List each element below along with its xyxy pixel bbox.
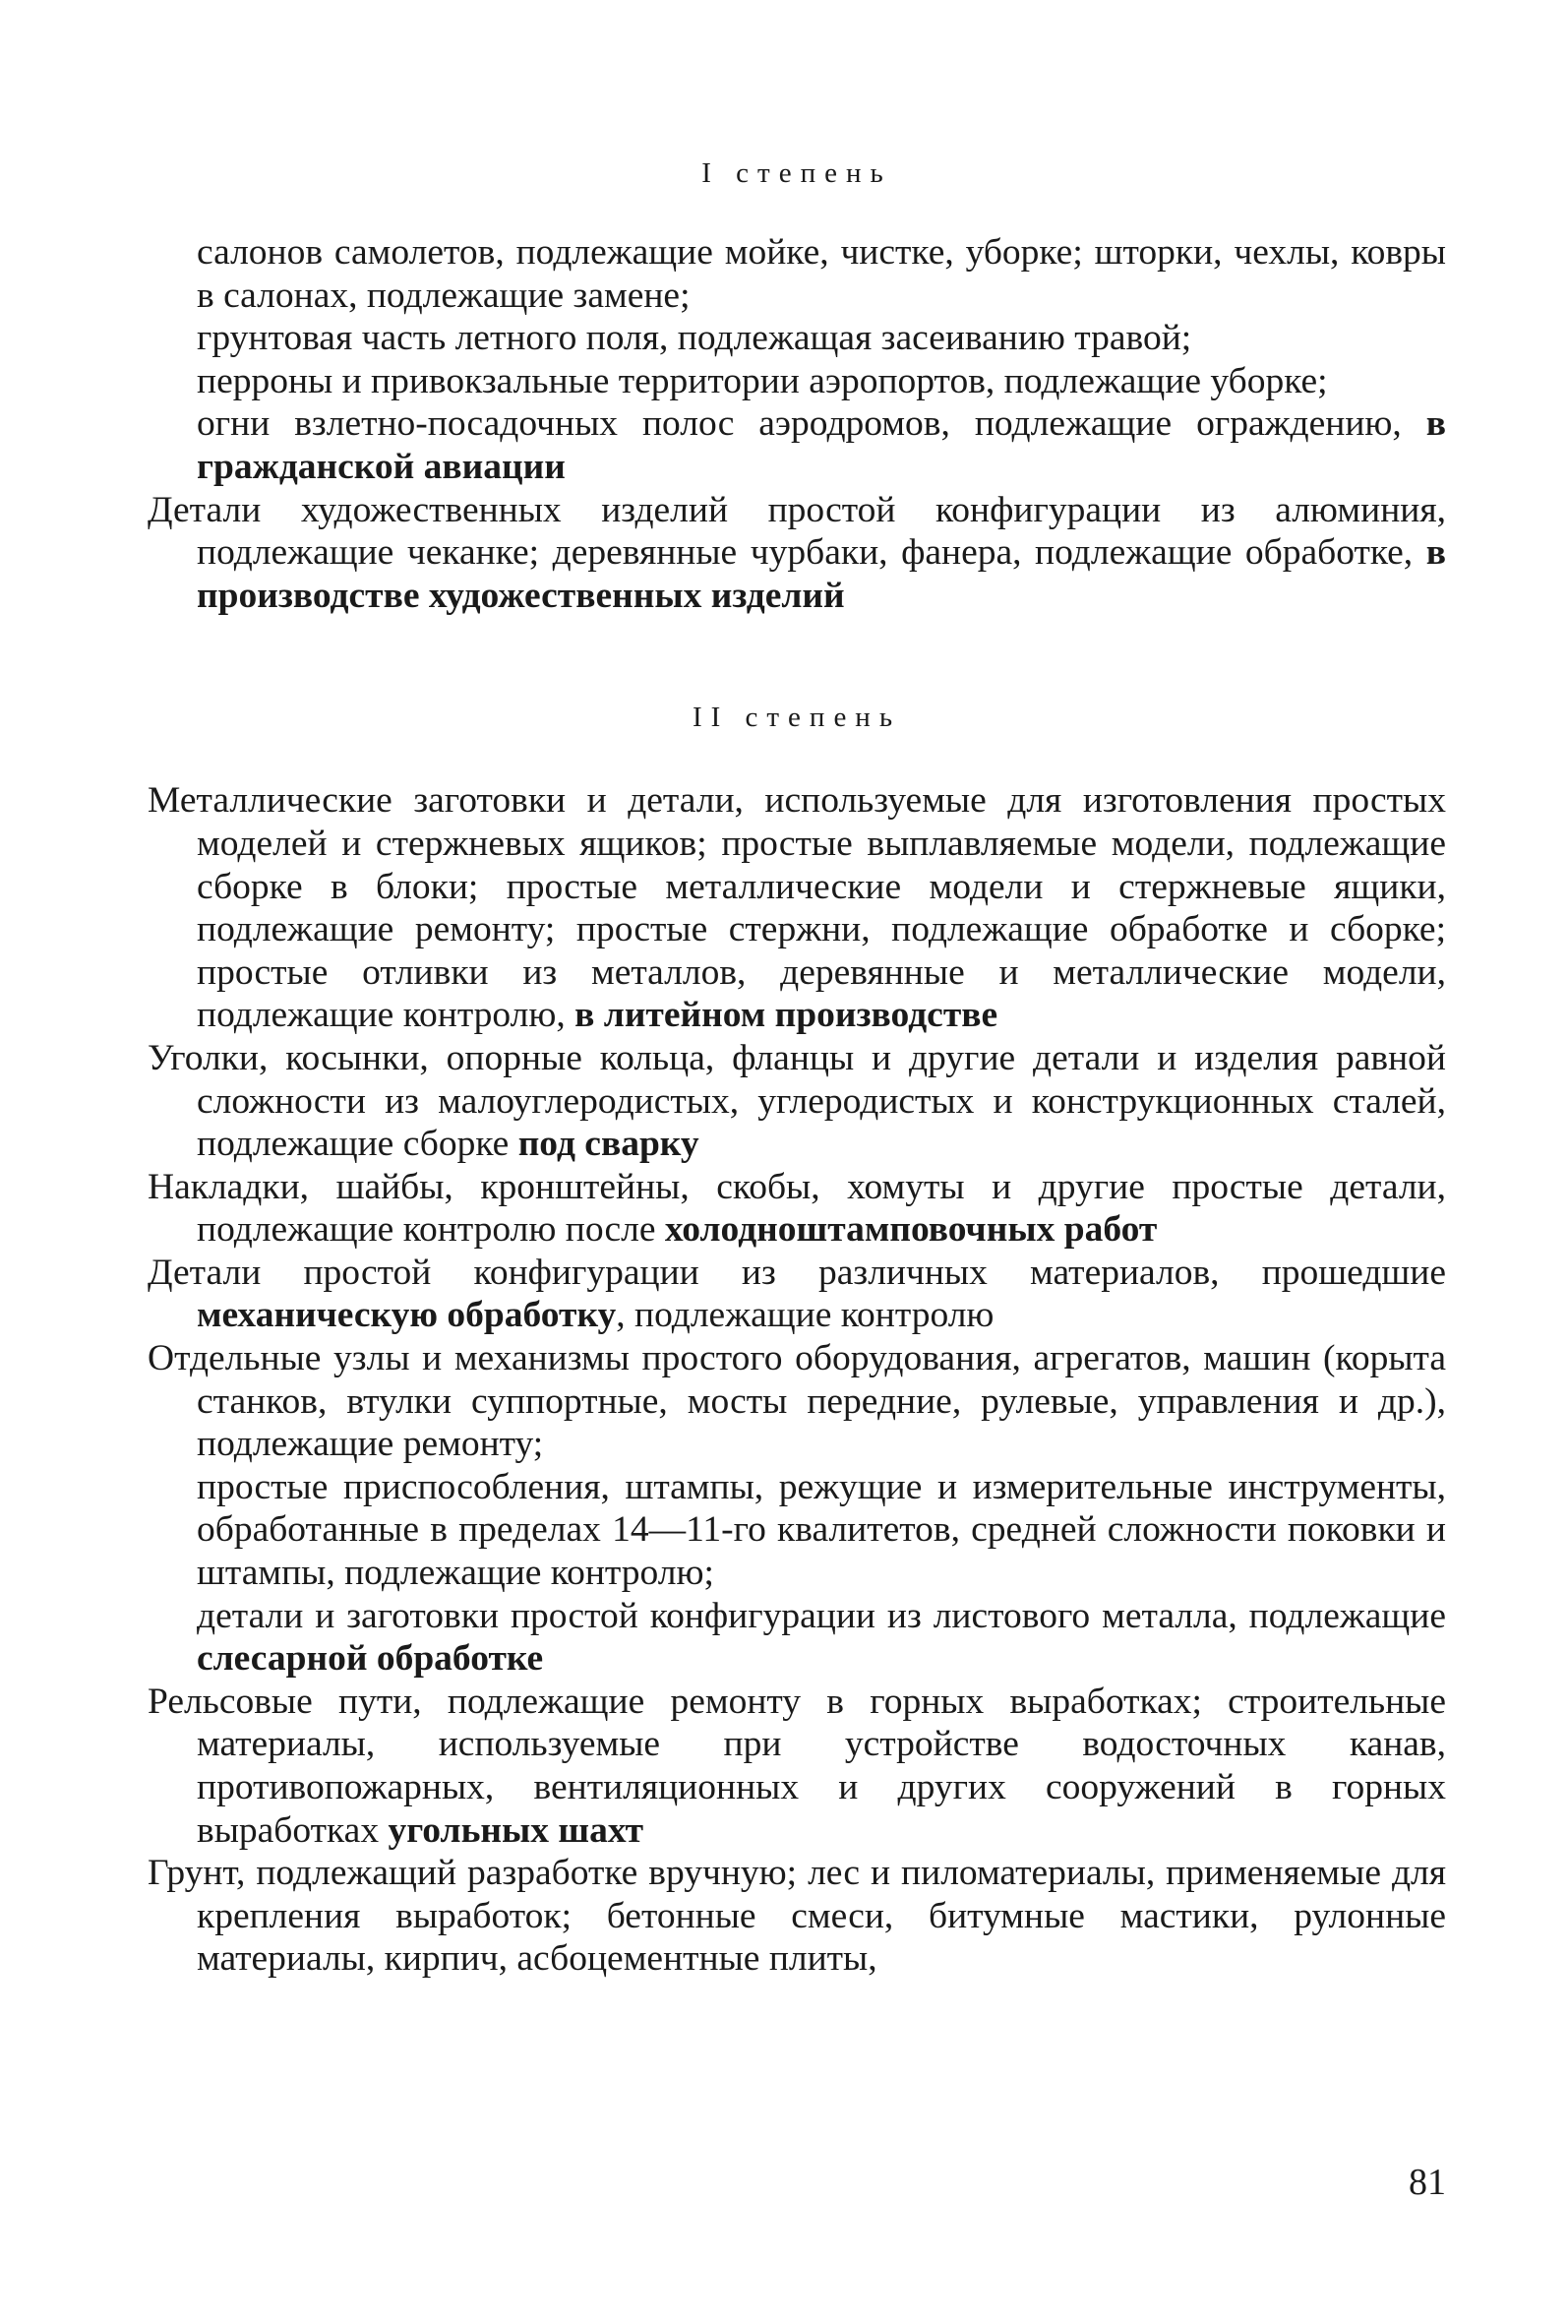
paragraph-sheet-metal: детали и заготовки простой конфигурации из листового металла, подлежащие слесарной обработке [197,1595,1446,1680]
page-number: 81 [1409,2162,1446,2203]
entry-foundry: Металлические заготовки и детали, используемые для изготовления простых моделей и стержневых ящиков; простые выплавляемые модели, подлежащие сборке в блоки; простые металлические модели и стержневые ящики, подлежащие ремонту; простые стержни, подлежащие обработке и сборке; простые отливки из металлов, деревянные и металлические модели, подлежащие контролю, в литейном производстве [148,780,1446,1036]
entry-art-products: Детали художественных изделий простой конфигурации из алюминия, подлежащие чеканке; деревянные чурбаки, фанера, подлежащие обработке, в производстве художественных изделий [148,489,1447,616]
paragraph-tools: простые приспособления, штампы, режущие и измерительные инструменты, обработанные в пределах 14—11-го квалитетов, средней сложности поковки и штампы, подлежащие контролю; [197,1466,1446,1594]
bold-term: в литейном производстве [574,995,998,1036]
paragraph-airfield-ground: грунтовая часть летного поля, подлежащая засеиванию травой; [197,318,1192,359]
bold-term: слесарной обработке [197,1638,544,1680]
bold-term: механическую обработку [197,1295,617,1336]
section-heading-degree-2: II степень [692,702,902,734]
entry-equipment-repair: Отдельные узлы и механизмы простого оборудования, агрегатов, машин (корыта станков, втулки суппортные, мосты передние, рулевые, управления и др.), подлежащие ремонту; [148,1338,1446,1465]
paragraph-aprons: перроны и привокзальные территории аэропортов, подлежащие уборке; [197,360,1328,401]
section-heading-degree-1: I степень [701,157,892,189]
bold-term: в производстве художественных изделий [197,532,1447,616]
bold-term: в гражданской авиации [197,403,1446,487]
entry-welding: Уголки, косынки, опорные кольца, фланцы и другие детали и изделия равной сложности из малоуглеродистых, углеродистых и конструкционных сталей, подлежащие сборке под сварку [148,1037,1446,1165]
bold-term: холодноштамповочных работ [664,1209,1158,1251]
paragraph-aircraft-cabins: салонов самолетов, подлежащие мойке, чистке, уборке; шторки, чехлы, ковры в салонах, подлежащие замене; [197,232,1446,316]
bold-term: угольных шахт [388,1809,644,1851]
bold-term: под сварку [517,1124,699,1165]
entry-machining: Детали простой конфигурации из различных материалов, прошедшие механическую обработку, подлежащие контролю [148,1252,1446,1336]
entry-coal-mines: Рельсовые пути, подлежащие ремонту в горных выработках; строительные материалы, используемые при устройстве водосточных канав, противопожарных, вентиляционных и других сооружений в горных выработках угольных шахт [148,1681,1446,1851]
document-page [148,157,1446,1981]
entry-soil: Грунт, подлежащий разработке вручную; лес и пиломатериалы, применяемые для крепления выработок; бетонные смеси, битумные мастики, рулонные материалы, кирпич, асбоцементные плиты, [148,1853,1446,1980]
entry-cold-stamping: Накладки, шайбы, кронштейны, скобы, хомуты и другие простые детали, подлежащие контролю после холодноштамповочных работ [148,1166,1446,1251]
paragraph-runway-lights: огни взлетно-посадочных полос аэродромов, подлежащие ограждению, в гражданской авиации [197,403,1446,487]
